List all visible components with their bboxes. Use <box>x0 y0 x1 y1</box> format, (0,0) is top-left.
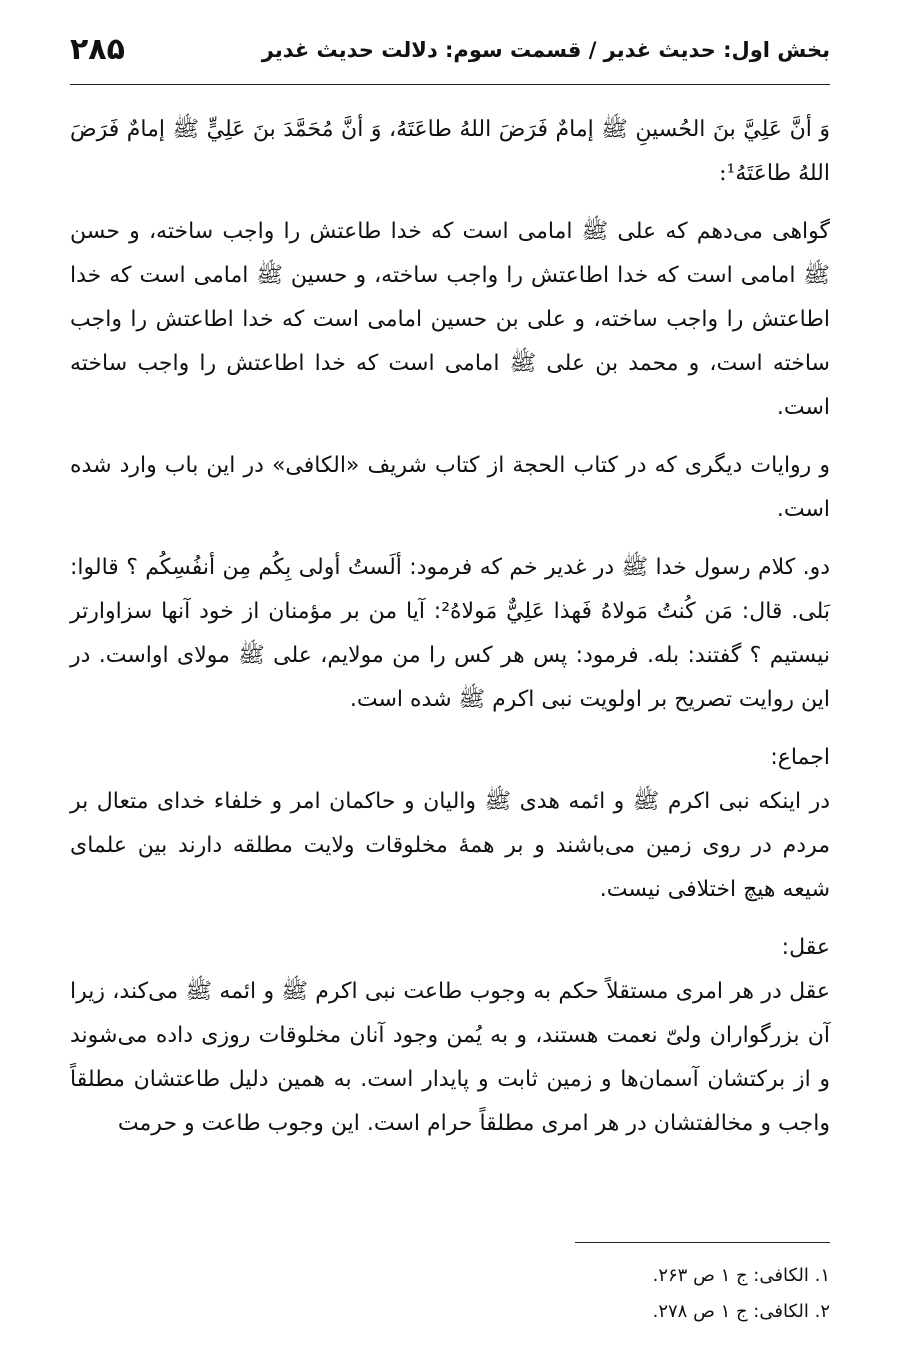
footnote-2: ۲. الکافی: ج ۱ ص ۲۷۸. <box>652 1301 830 1322</box>
arabic-quote-paragraph: وَ أنَّ عَلِيَّ بنَ الحُسينِ ﷺ إمامٌ فَرَضَ اللهُ طاعَتَهُ، وَ أنَّ مُحَمَّدَ بنَ عَلِيٍّ ﷺ إمامٌ فَرَضَ اللهُ طاعَتَهُ¹: <box>70 117 830 186</box>
ijma-heading: اجماع: <box>770 745 830 770</box>
ijma-paragraph: در اینکه نبی اکرم ﷺ و ائمه هدی ﷺ والیان و حاکمان امر و خلفاء خدای متعال بر مردم در روی زمین می‌باشند و بر همهٔ مخلوقات ولایت مطلقه دارند بین علمای شیعه هیچ اختلافی نیست. <box>70 789 830 902</box>
footnote-1: ۱. الکافی: ج ۱ ص ۲۶۳. <box>652 1265 830 1286</box>
book-page <box>70 30 831 1136</box>
header-divider <box>70 84 830 85</box>
ghadir-hadith-paragraph: دو. کلام رسول خدا ﷺ در غدیر خم که فرمود: ألَستُ أولى بِكُم مِن أنفُسِكُم ؟ قالوا: بَلى. قال: مَن كُنتُ مَولاهُ فَهذا عَلِيٌّ مَولاهُ²: آیا من بر مؤمنان از خود آنها سزاوارتر نیستیم ؟ گفتند: بله. فرمود: پس هر کس را من مولایم، علی ﷺ مولای اواست. در این روایت تصریح بر اولویت نبی اکرم ﷺ شده است. <box>70 555 831 712</box>
main-text <box>70 108 830 1160</box>
footnote-divider <box>575 1242 830 1243</box>
translation-paragraph: گواهی می‌دهم که علی ﷺ امامی است که خدا طاعتش را واجب ساخته، و حسن ﷺ امامی است که خدا اطاعتش را واجب ساخته، و حسین ﷺ امامی است که خدا اطاعتش را واجب ساخته، و علی بن حسین امامی است که خدا اطاعتش را واجب ساخته است، و محمد بن علی ﷺ امامی است که خدا اطاعتش را واجب ساخته است. <box>70 219 830 420</box>
page-header <box>70 30 830 82</box>
aql-paragraph: عقل در هر امری مستقلاً حکم به وجوب طاعت نبی اکرم ﷺ و ائمه ﷺ می‌کند، زیرا آن بزرگواران ولیّ نعمت هستند، و به یُمن وجود آنان مخلوقات روزی داده می‌شوند و از برکتشان آسمان‌ها و زمین ثابت و پایدار است. به همین دلیل طاعتشان مطلقاً واجب و مخالفتشان در هر امری مطلقاً حرام است. این وجوب طاعت و حرمت <box>70 979 830 1136</box>
running-title: بخش اول: حدیث غدیر / قسمت سوم: دلالت حدیث غدیر <box>261 38 830 62</box>
other-narrations-paragraph: و روایات دیگری که در کتاب الحجة از کتاب شریف «الکافی» در این باب وارد شده است. <box>70 453 830 522</box>
page-number: ۲۸۵ <box>70 32 125 67</box>
footnotes <box>430 1258 830 1330</box>
aql-heading: عقل: <box>781 935 830 960</box>
